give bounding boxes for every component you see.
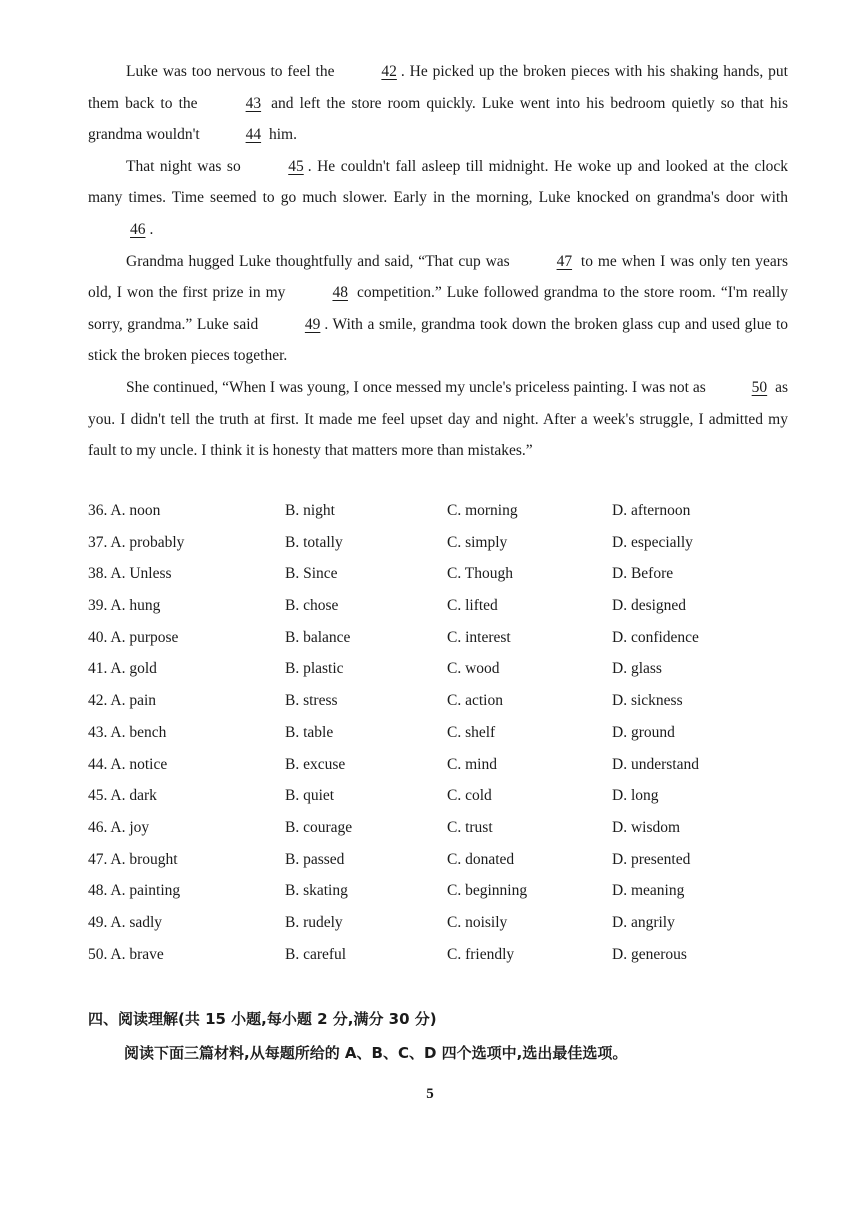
section-heading: 四、阅读理解(共 15 小题,每小题 2 分,满分 30 分) [88, 1010, 437, 1028]
option-a: 41. A. gold [88, 660, 157, 678]
blank-42: 42 [381, 63, 397, 80]
paragraph [88, 372, 788, 467]
passage-text: That night was so [126, 157, 247, 175]
option-a: 38. A. Unless [88, 565, 172, 583]
option-a: 48. A. painting [88, 882, 181, 900]
passage-text: Luke was too nervous to feel the [126, 63, 340, 80]
passage-text: him. [265, 126, 297, 144]
option-c: C. noisily [447, 913, 508, 931]
paragraph [88, 56, 788, 151]
option-a: 47. A. brought [88, 850, 178, 868]
option-c: C. simply [447, 533, 508, 551]
passage-text: to me when I was only ten years old, I won the first prize in my [88, 252, 789, 302]
option-c: C. interest [447, 628, 511, 646]
option-a: 42. A. pain [88, 692, 157, 710]
option-b: B. rudely [285, 913, 343, 931]
option-d: D. wisdom [612, 818, 681, 836]
option-d: D. especially [612, 533, 693, 551]
question-options [80, 845, 800, 877]
option-c: C. friendly [447, 945, 515, 963]
passage-text: . He couldn't fall asleep till midnight. He woke up and looked at the clock many times. Time seemed to go much slower. Early in the morning, Luke knocked on grandma's door with [88, 157, 789, 207]
passage-text: . [149, 220, 154, 238]
option-a: 40. A. purpose [88, 628, 179, 646]
option-d: D. ground [612, 723, 675, 741]
option-c: C. action [447, 692, 503, 710]
option-c: C. mind [447, 755, 497, 773]
option-c: C. trust [447, 818, 493, 836]
option-a: 43. A. bench [88, 723, 167, 741]
option-c: C. Though [447, 565, 514, 583]
option-b: B. stress [285, 692, 338, 710]
option-b: B. careful [285, 945, 347, 963]
option-a: 46. A. joy [88, 818, 150, 836]
blank-43: 43 [245, 94, 262, 112]
blank-49: 49 [304, 315, 321, 333]
option-b: B. quiet [285, 787, 335, 805]
option-b: B. table [285, 723, 334, 741]
question-options [80, 496, 800, 528]
option-a: 37. A. probably [88, 533, 185, 551]
question-options [80, 718, 800, 750]
option-c: C. cold [447, 787, 492, 805]
paragraph [88, 151, 788, 246]
option-b: B. skating [285, 882, 348, 900]
question-options [80, 686, 800, 718]
option-d: D. generous [612, 945, 687, 963]
option-d: D. meaning [612, 882, 685, 900]
blank-45: 45 [288, 157, 304, 175]
passage-text: Grandma hugged Luke thoughtfully and said, “That cup was [126, 252, 515, 270]
passage-text: and left the store room quickly. Luke went into his bedroom quietly so that his grandma wouldn't [88, 94, 788, 144]
option-d: D. long [612, 787, 659, 805]
option-c: C. donated [447, 850, 515, 868]
option-c: C. shelf [447, 723, 496, 741]
question-options [80, 654, 800, 686]
cloze-passage [88, 56, 788, 467]
section-instruction: 阅读下面三篇材料,从每题所给的 A、B、C、D 四个选项中,选出最佳选项。 [124, 1044, 628, 1062]
option-a: 49. A. sadly [88, 913, 163, 931]
option-d: D. afternoon [612, 502, 691, 519]
option-b: B. totally [285, 533, 343, 551]
option-c: C. morning [447, 502, 518, 519]
question-options [80, 559, 800, 591]
option-b: B. Since [285, 565, 338, 583]
option-d: D. angrily [612, 913, 675, 931]
option-b: B. excuse [285, 755, 346, 773]
question-options [80, 528, 800, 560]
option-b: B. night [285, 502, 335, 519]
blank-44: 44 [245, 126, 262, 144]
question-options [80, 591, 800, 623]
blank-50: 50 [751, 378, 768, 396]
question-options [80, 940, 800, 972]
option-a: 50. A. brave [88, 945, 164, 963]
question-options [80, 908, 800, 940]
option-c: C. beginning [447, 882, 528, 900]
option-d: D. glass [612, 660, 662, 678]
option-b: B. balance [285, 628, 351, 646]
blank-46: 46 [130, 220, 146, 238]
option-d: D. designed [612, 597, 687, 615]
passage-text: as you. I didn't tell the truth at first. It made me feel upset day and night. After a week's struggle, I admitted my fault to my uncle. I think it is honesty that matters more than mistakes.” [88, 378, 788, 460]
page-number: 5 [426, 1086, 434, 1102]
passage-text: She continued, “When I was young, I once messed my uncle's priceless painting. I was not as [126, 378, 710, 396]
paragraph [88, 246, 788, 372]
option-d: D. Before [612, 565, 674, 583]
option-b: B. courage [285, 818, 353, 836]
option-a: 44. A. notice [88, 755, 168, 773]
option-a: 45. A. dark [88, 787, 157, 805]
option-d: D. sickness [612, 692, 683, 710]
option-a: 39. A. hung [88, 597, 161, 615]
option-d: D. understand [612, 755, 699, 773]
option-c: C. wood [447, 660, 500, 678]
passage-text: . With a smile, grandma took down the broken glass cup and used glue to stick the broken pieces together. [88, 315, 788, 365]
question-options [80, 876, 800, 908]
passage-text: . He picked up the broken pieces with his shaking hands, put them back to the [88, 63, 788, 112]
option-d: D. confidence [612, 628, 699, 646]
passage-text: competition.” Luke followed grandma to the store room. “I'm really sorry, grandma.” Luke said [88, 284, 789, 333]
question-options [80, 813, 800, 845]
option-a: 36. A. noon [88, 502, 161, 519]
answer-options [80, 496, 800, 971]
question-options [80, 750, 800, 782]
option-b: B. passed [285, 850, 345, 868]
option-b: B. chose [285, 597, 339, 615]
blank-48: 48 [332, 284, 348, 302]
option-c: C. lifted [447, 597, 498, 615]
question-options [80, 781, 800, 813]
question-options [80, 623, 800, 655]
option-d: D. presented [612, 850, 691, 868]
option-b: B. plastic [285, 660, 344, 678]
blank-47: 47 [556, 252, 573, 270]
